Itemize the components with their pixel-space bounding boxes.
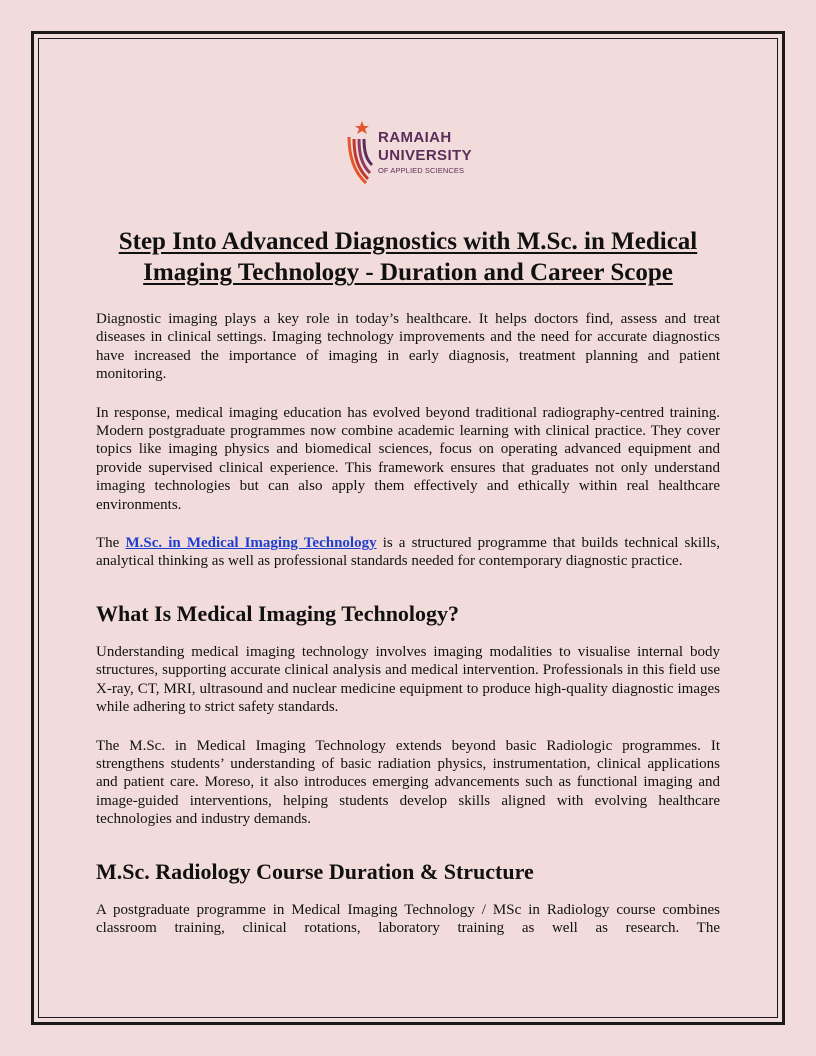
- university-logo: [96, 112, 720, 192]
- intro-paragraph-3-rest: is a structured programme that builds technical skills, analytical thinking as well as professional standards needed for contemporary diagnostic practice.: [96, 535, 720, 570]
- section1-paragraph-2: The M.Sc. in Medical Imaging Technology extends beyond basic Radiologic programmes. It strengthens students’ understanding of basic radiation physics, instrumentation, clinical applications and patient care. Moreso, it also introduces emerging advancements such as functional imaging and image-guided interventions, helping students develop skills aligned with evolving healthcare technologies and industry demands.: [96, 737, 720, 828]
- intro-paragraph-3: [96, 534, 720, 571]
- document-body: [96, 112, 720, 957]
- section-heading-what-is: What Is Medical Imaging Technology?: [96, 600, 460, 626]
- ramaiah-emblem-icon: [344, 117, 374, 187]
- intro-paragraph-3-lead: The: [96, 535, 126, 552]
- programme-link[interactable]: M.Sc. in Medical Imaging Technology: [125, 535, 377, 552]
- document-title: Step Into Advanced Diagnostics with M.Sc. in Medical Imaging Technology - Duration and Career Scope: [118, 228, 698, 286]
- section1-paragraph-1: Understanding medical imaging technology involves imaging modalities to visualise internal body structures, supporting accurate clinical analysis and medical intervention. Professionals in this field use X-ray, CT, MRI, ultrasound and nuclear medicine equipment to produce high-quality diagnostic images while adhering to strict safety standards.: [96, 643, 720, 716]
- section2-paragraph-1: A postgraduate programme in Medical Imaging Technology / MSc in Radiology course combines classroom training, clinical rotations, laboratory training as well as research. The: [96, 901, 720, 936]
- section-heading-duration: M.Sc. Radiology Course Duration & Structure: [96, 858, 534, 884]
- logo-wordmark-line2: UNIVERSITY: [377, 146, 472, 164]
- logo-wordmark-line1: RAMAIAH: [377, 128, 452, 146]
- intro-paragraph-1: Diagnostic imaging plays a key role in today’s healthcare. It helps doctors find, assess and treat diseases in clinical settings. Imaging technology improvements and the need for accurate diagnostics have increased the importance of imaging in early diagnosis, treatment planning and patient monitoring.: [96, 311, 720, 383]
- logo-wordmark-line3: OF APPLIED SCIENCES: [377, 165, 465, 175]
- intro-paragraph-2: In response, medical imaging education has evolved beyond traditional radiography-centred training. Modern postgraduate programmes now combine academic learning with clinical practice. They cover topics like imaging physics and biomedical sciences, focus on operating advanced equipment and provide supervised clinical experience. This framework ensures that graduates not only understand imaging technologies but can also apply them effectively and ethically within real healthcare environments.: [96, 404, 720, 513]
